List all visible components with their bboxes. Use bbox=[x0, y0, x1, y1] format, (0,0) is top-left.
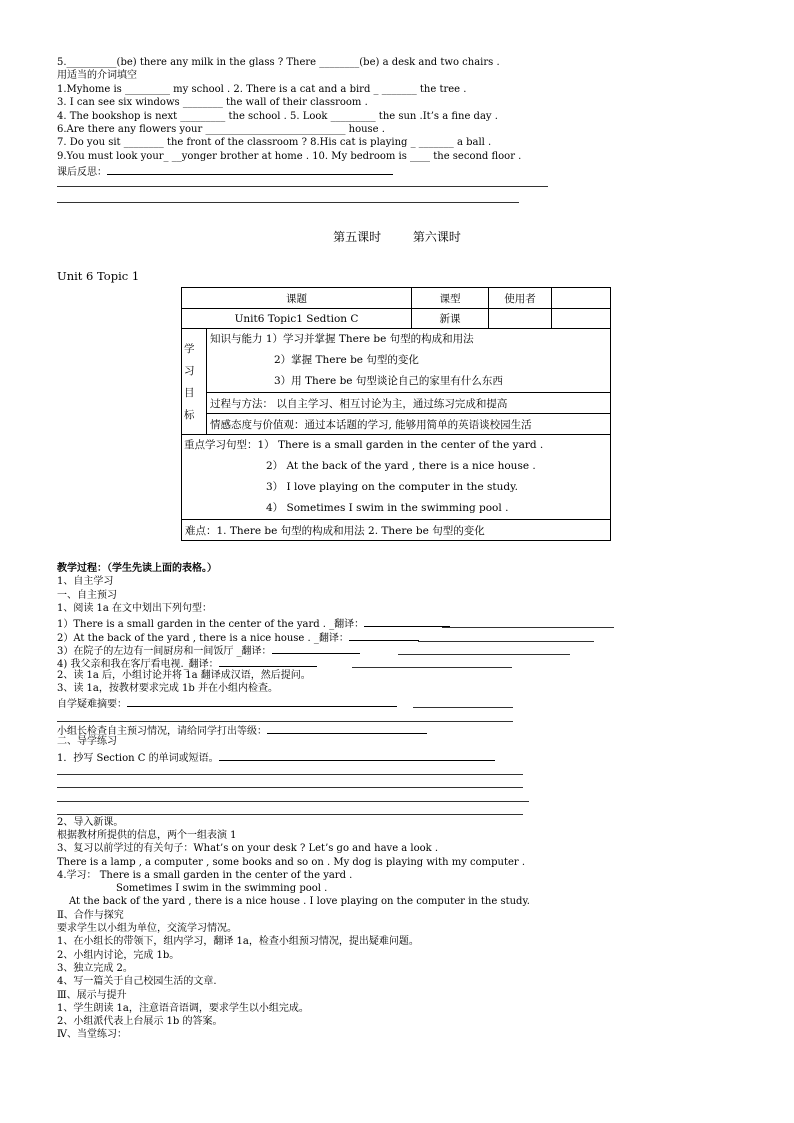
process-line: 1、学生朗读 1a，注意语音语调，要求学生以小组完成。 bbox=[57, 1003, 309, 1014]
process-line: 1、阅读 1a 在文中划出下列句型： bbox=[57, 603, 213, 614]
rule bbox=[57, 801, 529, 802]
process-line: 4、写一篇关于自己校园生活的文章. bbox=[57, 976, 217, 987]
process-line: Ⅳ、当堂练习： bbox=[57, 1029, 127, 1040]
process-line: 2、小组派代表上台展示 1b 的答案。 bbox=[57, 1016, 223, 1027]
process-line: 3、复习以前学过的有关句子：What’s on your desk ? Let’s go and have a look . bbox=[57, 843, 439, 854]
process-goal: 过程与方法： 以自主学习、相互讨论为主，通过练习完成和提高 bbox=[207, 393, 611, 414]
header-topic: 课题 bbox=[182, 288, 412, 309]
knowledge-goals bbox=[207, 329, 611, 393]
type-value: 新课 bbox=[412, 309, 489, 329]
rule bbox=[57, 814, 523, 815]
process-line: 一、自主预习 bbox=[57, 590, 117, 601]
goal-label-2: 目标 bbox=[184, 386, 195, 421]
process-line: Ⅲ、展示与提升 bbox=[57, 990, 127, 1001]
rule bbox=[57, 787, 523, 788]
rule bbox=[413, 707, 513, 708]
grade-label: 小组长检查自主预习情况，请给同学打出等级： bbox=[57, 726, 267, 737]
lesson-title-b: 第六课时 bbox=[412, 230, 461, 244]
rule bbox=[57, 202, 519, 203]
exercise-q9: 9.You must look your_ __yonger brother at home . 10. My bedroom is ____ the second floor . bbox=[57, 151, 522, 162]
header-empty bbox=[552, 288, 611, 309]
rule bbox=[442, 627, 614, 628]
exercise-q3: 3. I can see six windows ________ the wall of their classroom . bbox=[57, 97, 368, 108]
key-2: 2） At the back of the yard , there is a nice house . bbox=[266, 460, 536, 472]
exercise-q7: 7. Do you sit ________ the front of the classroom ? 8.His cat is playing _ _______ a ball . bbox=[57, 137, 492, 148]
process-line: 4.学习： There is a small garden in the center of the yard . bbox=[57, 870, 353, 881]
difficulty: 难点：1. There be 句型的构成和用法 2. There be 句型的变化 bbox=[182, 520, 611, 541]
goal-2: 2）掌握 There be 句型的变化 bbox=[274, 354, 419, 366]
process-line: 要求学生以小组为单位，交流学习情况。 bbox=[57, 923, 237, 934]
header-type: 课型 bbox=[412, 288, 489, 309]
empty-cell bbox=[552, 309, 611, 329]
process-line: At the back of the yard , there is a nice house . I love playing on the computer in the study. bbox=[69, 896, 530, 907]
translate-label-1: 1）There is a small garden in the center of the yard . _翻译： bbox=[57, 619, 365, 630]
key-sentences bbox=[182, 435, 611, 520]
process-heading: 教学过程：（学生先读上面的表格。） bbox=[57, 563, 217, 574]
difficulty-summary-label: 自学疑难摘要： bbox=[57, 699, 127, 710]
blank bbox=[219, 656, 317, 667]
process-line: 3、读 1a，按教材要求完成 1b 并在小组内检查。 bbox=[57, 683, 278, 694]
rule bbox=[418, 641, 594, 642]
lesson-title bbox=[0, 228, 794, 245]
process-line: 二、导学练习 bbox=[57, 736, 117, 747]
translate-label-2: 2）At the back of the yard , there is a nice house . _翻译： bbox=[57, 633, 349, 644]
emotion-goal: 情感态度与价值观：通过本话题的学习, 能够用简单的英语谈校园生活 bbox=[207, 414, 611, 435]
exercise-q4: 4. The bookshop is next _________ the school . 5. Look _________ the sun .It’s a fine day . bbox=[57, 111, 498, 122]
process-line: There is a lamp , a computer , some books and so on . My dog is playing with my computer . bbox=[57, 857, 526, 868]
translate-label-3: 3）在院子的左边有一间厨房和一间饭厅 _翻译： bbox=[57, 646, 272, 657]
key-label: 重点学习句型： bbox=[184, 439, 258, 451]
goal-label-1: 学习 bbox=[184, 342, 195, 377]
process-line: Ⅱ、合作与探究 bbox=[57, 910, 124, 921]
blank bbox=[127, 696, 397, 707]
reflection-label bbox=[57, 164, 393, 179]
rule bbox=[57, 721, 513, 722]
process-line: 1、在小组长的带领下，组内学习，翻译 1a，检查小组预习情况，提出疑难问题。 bbox=[57, 936, 419, 947]
difficulty-summary bbox=[57, 696, 397, 711]
key-row-1 bbox=[182, 435, 610, 456]
process-line: Sometimes I swim in the swimming pool . bbox=[116, 883, 328, 894]
blank bbox=[349, 630, 419, 641]
lesson-plan-table bbox=[181, 287, 611, 541]
process-line: 2、导入新课。 bbox=[57, 817, 124, 828]
blank bbox=[267, 723, 427, 734]
header-user: 使用者 bbox=[489, 288, 552, 309]
process-line: 3、独立完成 2。 bbox=[57, 963, 133, 974]
goal-3: 3）用 There be 句型谈论自己的家里有什么东西 bbox=[274, 375, 503, 387]
goal-label bbox=[182, 329, 207, 435]
reflection-blank bbox=[107, 164, 393, 175]
user-value bbox=[489, 309, 552, 329]
blank bbox=[364, 616, 450, 627]
topic-value: Unit6 Topic1 Sedtion C bbox=[182, 309, 412, 329]
translate-label-4: 4) 我父亲和我在客厅看电视._翻译： bbox=[57, 659, 219, 670]
blank bbox=[272, 643, 360, 654]
key-1: 1） There is a small garden in the center of the yard . bbox=[257, 439, 544, 451]
blank bbox=[219, 750, 495, 761]
translate-row-1 bbox=[57, 616, 450, 631]
lesson-title-a: 第五课时 bbox=[333, 230, 382, 244]
reflection-text: 课后反思： bbox=[57, 167, 107, 178]
process-line: 根据教材所提供的信息，两个一组表演 1 bbox=[57, 830, 237, 841]
unit-label: Unit 6 Topic 1 bbox=[57, 269, 140, 283]
translate-row-4 bbox=[57, 656, 317, 671]
process-line: 1、自主学习 bbox=[57, 576, 114, 587]
exercise-q6: 6.Are there any flowers your ____________________________ house . bbox=[57, 124, 385, 135]
exercise-line-5: 5.__________(be) there any milk in the glass ? There ________(be) a desk and two chairs . bbox=[57, 57, 500, 68]
copy-words-row bbox=[57, 750, 495, 765]
key-3: 3） I love playing on the computer in the study. bbox=[266, 481, 518, 493]
process-line: 2、读 1a 后，小组讨论并将 1a 翻译成汉语，然后提问。 bbox=[57, 670, 311, 681]
process-line: 2、小组内讨论，完成 1b。 bbox=[57, 950, 180, 961]
copy-words-label: 1．抄写 Section C 的单词或短语。 bbox=[57, 753, 219, 764]
rule bbox=[57, 774, 523, 775]
exercise-heading: 用适当的介词填空 bbox=[57, 70, 137, 81]
exercise-q1: 1.Myhome is _________ my school . 2. There is a cat and a bird _ _______ the tree . bbox=[57, 84, 467, 95]
key-4: 4） Sometimes I swim in the swimming pool . bbox=[266, 502, 509, 514]
rule bbox=[352, 667, 512, 668]
rule bbox=[398, 654, 570, 655]
rule bbox=[57, 186, 548, 187]
goal-1: 知识与能力 1）学习并掌握 There be 句型的构成和用法 bbox=[210, 333, 474, 345]
